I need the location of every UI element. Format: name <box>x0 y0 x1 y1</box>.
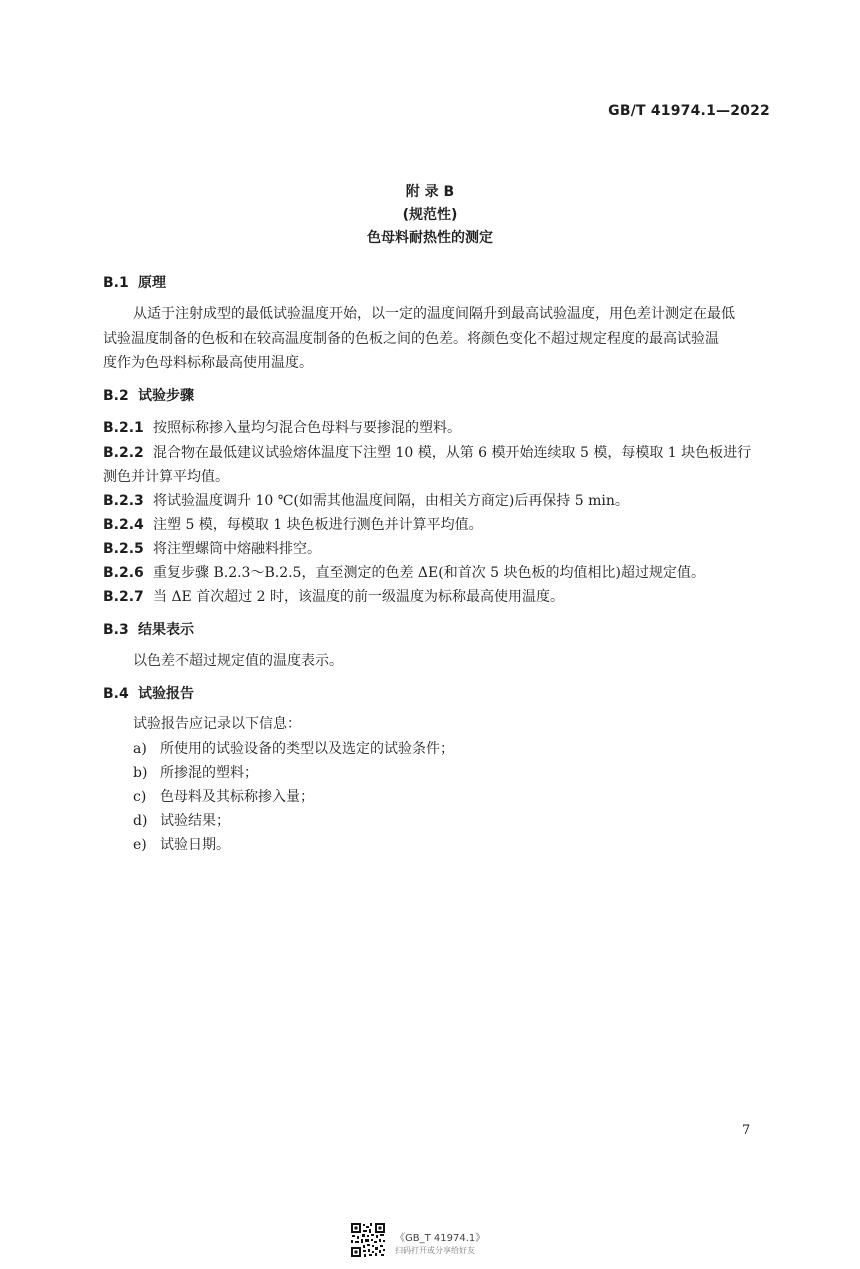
step-item <box>103 514 483 534</box>
section-b1-heading <box>103 272 166 292</box>
qr-code-icon[interactable] <box>350 1222 386 1258</box>
appendix-nature: (规范性) <box>402 207 458 223</box>
step-item <box>103 490 629 510</box>
step-continuation <box>103 466 229 486</box>
list-marker: c) <box>133 789 147 805</box>
appendix-name: 色母料耐热性的测定 <box>367 230 493 246</box>
step-item <box>103 562 705 582</box>
page-number: 7 <box>742 1123 751 1138</box>
step-text: 重复步骤 B.2.3～B.2.5，直至测定的色差 ΔE(和首次 5 块色板的均值相比)超过规定值。 <box>153 565 705 581</box>
paragraph-line: 试验报告应记录以下信息： <box>133 716 301 732</box>
step-text: 注塑 5 模，每模取 1 块色板进行测色并计算平均值。 <box>153 517 483 533</box>
paragraph-line: 以色差不超过规定值的温度表示。 <box>133 653 343 669</box>
appendix-title: 附 录 B <box>405 184 455 200</box>
step-number: B.2.4 <box>103 517 144 533</box>
step-text: 将注塑螺筒中熔融料排空。 <box>153 541 321 557</box>
list-text: 色母料及其标称掺入量； <box>160 789 314 805</box>
step-number: B.2.6 <box>103 565 144 581</box>
step-text: 当 ΔE 首次超过 2 时，该温度的前一级温度为标称最高使用温度。 <box>153 589 565 605</box>
step-text: 将试验温度调升 10 ℃(如需其他温度间隔，由相关方商定)后再保持 5 min。 <box>153 493 629 509</box>
list-marker: b) <box>133 765 148 781</box>
section-number: B.3 <box>103 622 129 638</box>
section-number: B.1 <box>103 275 129 291</box>
step-number: B.2.7 <box>103 589 144 605</box>
step-item <box>103 586 564 606</box>
section-b4-heading <box>103 683 194 703</box>
list-text: 所使用的试验设备的类型以及选定的试验条件； <box>160 741 454 757</box>
step-text: 混合物在最低建议试验熔体温度下注塑 10 模，从第 6 模开始连续取 5 模，每模取 1 块色板进行 <box>153 445 752 461</box>
section-title: 试验报告 <box>138 686 194 702</box>
list-item <box>133 834 230 854</box>
list-item <box>133 810 230 830</box>
section-title: 原理 <box>138 275 166 291</box>
section-b2-heading <box>103 385 194 405</box>
step-text: 按照标称掺入量均匀混合色母料与要掺混的塑料。 <box>153 420 461 436</box>
list-item <box>133 738 454 758</box>
standard-code: GB/T 41974.1—2022 <box>608 103 770 119</box>
step-number: B.2.3 <box>103 493 144 509</box>
section-b3-heading <box>103 619 194 639</box>
section-title: 结果表示 <box>138 622 194 638</box>
list-marker: e) <box>133 837 147 853</box>
list-item <box>133 762 258 782</box>
step-number: B.2.1 <box>103 420 144 436</box>
paragraph-line: 从适于注射成型的最低试验温度开始，以一定的温度间隔升到最高试验温度，用色差计测定在最低 <box>133 306 735 322</box>
footer-share-hint: 扫码打开或分享给好友 <box>395 1246 475 1255</box>
step-text: 测色并计算平均值。 <box>103 469 229 485</box>
list-item <box>133 786 314 806</box>
section-number: B.2 <box>103 388 129 404</box>
footer-document-title: 《GB_T 41974.1》 <box>395 1233 486 1244</box>
section-number: B.4 <box>103 686 129 702</box>
paragraph-line: 度作为色母料标称最高使用温度。 <box>103 355 313 371</box>
list-marker: a) <box>133 741 147 757</box>
step-item <box>103 538 321 558</box>
step-number: B.2.2 <box>103 445 144 461</box>
list-text: 试验结果； <box>160 813 230 829</box>
step-item <box>103 442 751 462</box>
step-number: B.2.5 <box>103 541 144 557</box>
list-text: 所掺混的塑料； <box>160 765 258 781</box>
step-item <box>103 417 461 437</box>
list-marker: d) <box>133 813 148 829</box>
section-title: 试验步骤 <box>138 388 194 404</box>
paragraph-line: 试验温度制备的色板和在较高温度制备的色板之间的色差。将颜色变化不超过规定程度的最高试验温 <box>103 331 719 347</box>
list-text: 试验日期。 <box>160 837 230 853</box>
